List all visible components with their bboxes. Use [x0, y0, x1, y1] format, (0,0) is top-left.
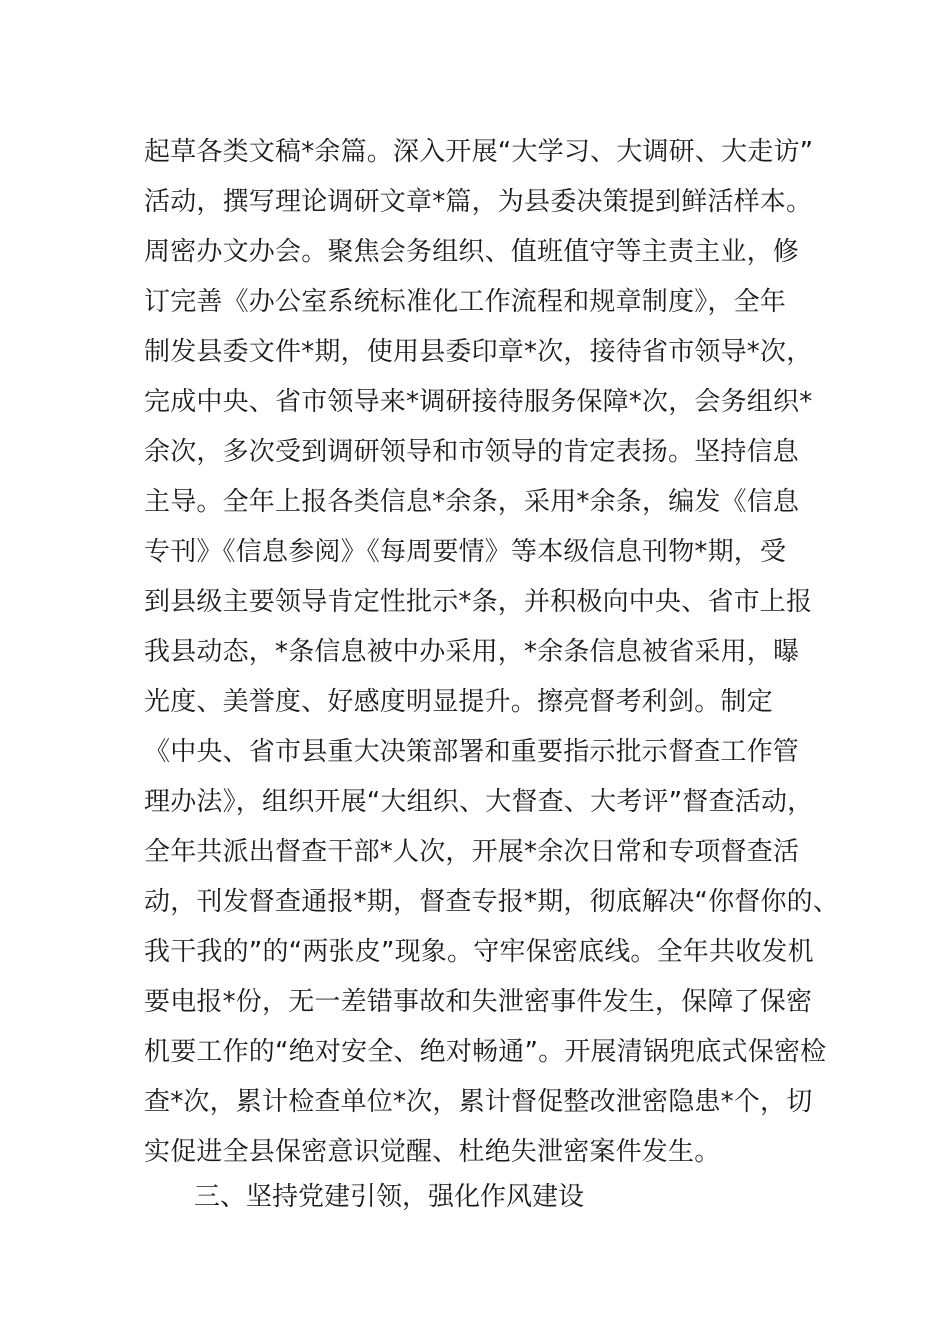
body-line: 周密办文办会。聚焦会务组织、值班值守等主责主业，修 [144, 237, 800, 267]
body-line: 动，刊发督查通报*期，督查专报*期，彻底解决“你督你的、 [144, 887, 840, 917]
body-line: 完成中央、省市领导来*调研接待服务保障*次，会务组织* [144, 387, 813, 417]
body-line: 要电报*份，无一差错事故和失泄密事件发生，保障了保密 [144, 987, 813, 1017]
body-line: 查*次，累计检查单位*次，累计督促整改泄密隐患*个，切 [144, 1087, 813, 1117]
section-heading: 三、坚持党建引领，强化作风建设 [194, 1182, 585, 1212]
body-line: 我干我的”的“两张皮”现象。守牢保密底线。全年共收发机 [144, 937, 814, 967]
body-line: 制发县委文件*期，使用县委印章*次，接待省市领导*次， [144, 337, 813, 367]
body-line: 订完善《办公室系统标准化工作流程和规章制度》，全年 [144, 287, 787, 317]
body-line: 起草各类文稿*余篇。深入开展“大学习、大调研、大走访” [144, 137, 814, 167]
body-line: 主导。全年上报各类信息*余条，采用*余条，编发《信息 [144, 487, 800, 517]
body-line: 《中央、省市县重大决策部署和重要指示批示督查工作管 [144, 737, 800, 767]
body-line: 活动，撰写理论调研文章*篇，为县委决策提到鲜活样本。 [144, 187, 813, 217]
body-line: 光度、美誉度、好感度明显提升。擦亮督考利剑。制定 [144, 687, 773, 717]
body-line: 理办法》，组织开展“大组织、大督查、大考评”督查活动， [144, 787, 814, 817]
body-line: 机要工作的“绝对安全、绝对畅通”。开展清锅兜底式保密检 [144, 1037, 827, 1067]
body-line: 到县级主要领导肯定性批示*条，并积极向中央、省市上报 [144, 587, 813, 617]
body-line: 专刊》《信息参阅》《每周要情》等本级信息刊物*期，受 [144, 537, 787, 567]
body-line: 我县动态，*条信息被中办采用，*余条信息被省采用，曝 [144, 637, 800, 667]
body-text [144, 127, 840, 1177]
body-line: 余次，多次受到调研领导和市领导的肯定表扬。坚持信息 [144, 437, 800, 467]
body-line: 实促进全县保密意识觉醒、杜绝失泄密案件发生。 [144, 1137, 721, 1167]
body-line: 全年共派出督查干部*人次，开展*余次日常和专项督查活 [144, 837, 800, 867]
